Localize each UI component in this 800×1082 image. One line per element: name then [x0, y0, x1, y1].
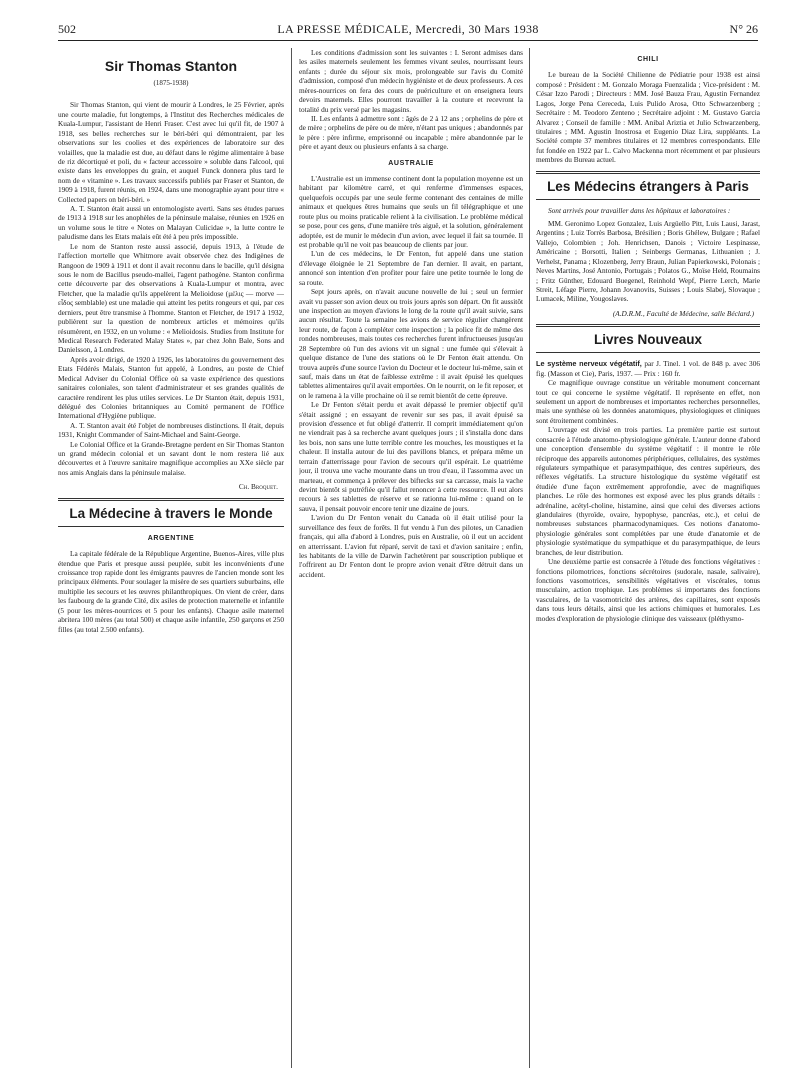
- section-rule: [536, 324, 760, 327]
- livres-title: Livres Nouveaux: [536, 331, 760, 353]
- article-paragraph: L'Australie est un immense continent dont la population moyenne est un habitant par kilomètre carré, et qui renferme d'immenses espaces, quelquefois occupés par une seule ferme contenant des centaines de mille animaux et quelques êtres humains que seuls un fil télégraphique et une route plus ou moins praticable relient à la civilisation. Le problème médical se pose, pour ces gens, d'une manière très aiguë, et la solution, généralement adoptée, est de munir le médecin d'un avion, avec lequel il fait sa tournée. Il est probable qu'il ne voit pas beaucoup de clients par jour.: [299, 174, 523, 250]
- monde-title: La Médecine à travers le Monde: [58, 505, 284, 527]
- column-divider: [291, 48, 292, 1068]
- book-reference: par J. Tinel. 1 vol. de 848 p. avec 306 fig. (Masson et Cie), Paris, 1937. — Prix : 160 fr.: [536, 359, 760, 378]
- section-rule: [536, 171, 760, 174]
- australie-heading: AUSTRALIE: [388, 159, 434, 167]
- article-paragraph: MM. Geronimo Lopez Gonzalez, Luis Argüello Pitt, Luis Lausi, Jarast, Argentins ; Luiz Torrès Barbosa, Brésilien ; Boris Ghélew, Bulgare ; Rafael Vallejo, Colombien ; Joh. Henrichsen, Danois ; Victoire Lespinasse, Américaine ; Borsotti, Italien ; Seinbergs Germanas, Lithuanien ; J. Verhelst, Panama ; Klozenberg, Jerry Braun, Julian Papierkowski, Polonais ; Neves Martins, José Antonio, Portugais ; Polatos G., Moïse Held, Roumains ; Fritz Günther, Edouard Buegenel, Reinhold Wepf, Pierre Lerch, Marie Streit, Léfage Pierre, Johann Jovanovits, Suisses ; Louis Slabej, Slovaque ; Lumacek, Miline, Yougoslaves.: [536, 219, 760, 304]
- etrangers-title: Les Médecins étrangers à Paris: [536, 178, 760, 200]
- section-rule: [58, 498, 284, 501]
- etrangers-intro: Sont arrivés pour travailler dans les hôpitaux et laboratoires :: [548, 205, 731, 215]
- article-paragraph: A. T. Stanton était aussi un entomologiste averti. Sans ses études parues de 1913 à 1918 sur les anophèles de la péninsule malaise, réunies en 1926 en un volume sous le titre « Notes on Malayan Culicidae », la lutte contre le paludisme dans les Etats malais eût été à peu près impossible.: [58, 204, 284, 242]
- page-number: 502: [58, 22, 76, 36]
- author-signature: Ch. Broquet.: [238, 482, 278, 492]
- column-3: [536, 48, 760, 1072]
- column-1: [58, 48, 284, 1072]
- issue-number: N° 26: [729, 22, 758, 36]
- article-paragraph: L'un de ces médecins, le Dr Fenton, fut appelé dans une station d'élevage éloignée le 21 Septembre de l'an dernier. Il avait, en partant, annoncé son intention d'en profiter pour faire une petite tournée le long de sa route.: [299, 249, 523, 287]
- article-paragraph: Ce magnifique ouvrage constitue un véritable monument concernant tout ce qui concerne le système végétatif. Il représente en effet, non seulement un apport de nombreuses et importantes recherches personnelles, mais une synthèse où les données anatomiques, physiologiques et cliniques sont étroitement combinées.: [536, 378, 760, 425]
- article-paragraph: La capitale fédérale de la République Argentine, Buenos-Aires, ville plus étendue que Paris et presque aussi peuplée, subit les inconvénients d'une croissance trop rapide dont les émigrants pauvres de l'ancien monde sont les principaux éléments. Pour soulager la misère de ses quartiers suburbains, elle multiplie les secours et les œuvres philanthropiques. On vient de créer, dans les faubourg de la grande Cité, dix asiles de protection maternelle et infantile (5 pour les mères-nourrices et 5 pour les enfants). Chaque asile maternel abritera 100 mères (au total 500) et chaque asile infantile, 250 garçons et 250 filles (au total 2.500 enfants).: [58, 549, 284, 634]
- etrangers-source: (A.D.R.M., Faculté de Médecine, salle Béclard.): [612, 308, 754, 318]
- article-paragraph: Le nom de Stanton reste aussi associé, depuis 1913, à l'étude de l'affection mortelle que Whitmore avait observée chez des Indigènes de Rangoon de 1909 à 1911 et dont il avait reconnu dans le bacille, qu'il désigna sous le nom de Bacillus pseudo-mallei, l'agent pathogène. Stanton confirma cette découverte par des observations à Kuala-Lumpur et montra, avec Fletcher, que la maladie qu'ils appelèrent la Melioidose (μέλις — morve — εἶδος semblable) est une maladie qui atteint les petits rongeurs et qui, par ces derniers, peut être transmise à l'homme. Stanton et Fletcher, de 1917 à 1932, publièrent sur la question de nombreux articles et mémoires qu'ils résumèrent, en 1932, en un volume : « Melioidosis. Studies from Institute for Medical Research Federated Malay States », par chez John Bale, Sons and Danielsson, à Londres.: [58, 241, 284, 355]
- stanton-title: Sir Thomas Stanton: [104, 58, 238, 74]
- article-paragraph: Après avoir dirigé, de 1920 à 1926, les laboratoires du gouvernement des Etats Fédérés Malais, Stanton fut appelé, à Londres, au poste de Chief Medical Adviser du Colonial Office où sa vaste expérience des questions sanitaires coloniales, son talent d'administrateur et ses grandes qualités de caractère rendirent les plus utiles services. Le Dr Stanton était, depuis 1931, délégué des Colonies britanniques au Comité permanent de l'Office International d'Hygiène publique.: [58, 354, 284, 421]
- article-paragraph: Les conditions d'admission sont les suivantes : I. Seront admises dans les asiles maternels seulement les femmes vivant seules, nourrissant leurs enfants ; durée du séjour six mois, prolongeable sur l'avis du Comité d'admission, composé d'un médecin hygiéniste et de deux professeurs. A ces mères-nourrices on fera des cours de puériculture et on enseignera leurs devoirs maternels. Elles pourront travailler à la couture et recevront la totalité du prix versé par les magasins.: [299, 48, 523, 114]
- article-paragraph: L'ouvrage est divisé en trois parties. La première partie est surtout consacrée à l'étude anatomo-physiologique générale. L'auteur donne d'abord une conception d'ensemble du système végétatif : il montre le rôle réciproque des appareils autonomes périphériques, cellulaires, des systèmes régulateurs sympathique et parasympathique, des centres supérieurs, des réflexes végétatifs. La structure histologique du système végétatif est étudiée d'une façon extrêmement approfondie, avec de magnifiques planches. Le rôle des hormones est exposé avec les plus grands détails : adrénaline, acétyl-choline, histamine, ainsi que celui des diverses actions glandulaires (thyroïde, ovaire, hypophyse, pancréas, etc.), et celui de nombreuses substances pharmacodynamiques. Ces notions d'anatomo-physiologie générales sont complétées par une étude d'anatomie et de physiologie systématique du sympathique et du parasympathique, de leurs branches, de leur distribution.: [536, 425, 760, 557]
- article-paragraph: Sir Thomas Stanton, qui vient de mourir à Londres, le 25 Février, après une courte maladie, fut longtemps, à l'Institut des Recherches médicales de Kuala-Lumpur, l'assistant de Henri Fraser. C'est avec lui qu'il fit, de 1907 à 1918, ses belles recherches sur le béri-béri qui démontraient, par les observations sur les coolies et des expériences de laboratoire sur des volailles, que la maladie est due, au défaut dans le régime alimentaire à base de riz décortiqué et poli, du « facteur accessoire » soluble dans l'alcool, qui existe dans les enveloppes du grain, et auquel Funck donnera plus tard le nom de « vitamine ». Les travaux successifs publiés par Fraser et Stanton, de 1909 à 1918, furent réunis, en 1924, dans une monographie ayant pour titre « Collected papers on béri-béri. »: [58, 100, 284, 204]
- article-paragraph: II. Les enfants à admettre sont : âgés de 2 à 12 ans ; orphelins de père et de mère ; orphelins de père ou de mère, n'étant pas uniques ; abandonnés par le père : père infirme, emprisonné ou incapable ; mère abandonnée par le père et ayant deux ou plusieurs enfants à sa charge.: [299, 113, 523, 152]
- page-header: [58, 22, 758, 40]
- article-paragraph: Une deuxième partie est consacrée à l'étude des fonctions végétatives : fonctions pilomotrices, fonctions sécrétoires (sudorale, nasale, salivaire), fonctions vasomotrices, sensibilités végétatives et viscérales, tonus musculaire, action trophique. Les problèmes si importants des fonctions vasculaires, de la vasomotricité des artères, des capillaires, sont exposés dans tous leurs détails, ainsi que les actions chimiques et humorales. Les modes d'exploration de physiologie clinique des vaisseaux (pléthysmo-: [536, 557, 760, 623]
- article-paragraph: A. T. Stanton avait été l'objet de nombreuses distinctions. Il était, depuis 1931, Knight Commander of Saint-Michael and Saint-George.: [58, 420, 284, 440]
- header-rule: [58, 40, 758, 41]
- article-paragraph: Le bureau de la Société Chilienne de Pédiatrie pour 1938 est ainsi composé : Président : M. Gonzalo Moraga Fuenzalida ; Vice-président : M. César Izzo Parodi ; Directeurs : MM. José Bauza Frau, Agustin Fernandez Lagos, Jorge Pena Cereceda, Luis Pulido Arosa, Otto Schwarzenberg ; Secrétaire : M. Teodoro Zenteno ; Secrétaire adjoint : M. Gustavo Garcia Alvarez ; Conseil de famille : MM. Anibal Ariztia et Julio Schwarzenberg, titulaires ; MM. Agustin Inostrosa et Eugenio Diaz Lira, suppléants. La Société compte 37 membres titulaires et 12 membres correspondants. Elle fut fondée en 1922 par L. Calvo Mackenna mort récemment et par plusieurs membres du Bureau actuel.: [536, 70, 760, 165]
- chili-heading: CHILI: [637, 56, 659, 63]
- article-paragraph: L'avion du Dr Fenton venait du Canada où il était utilisé pour la surveillance des feux de forêts. Il fut vendu à l'un des pilotes, un Canadien français, qui alla d'abord à Londres, puis en Australie, où il eut un accident en atterrissant. L'avion fut réparé, servit de taxi et d'avion sanitaire ; enfin, les habitants de la ville de Darwin l'achetèrent par souscription publique et l'offrirent au Dr Fenton dont le propre avion venait d'être détruit dans un accident.: [299, 513, 523, 579]
- column-divider: [529, 48, 530, 1068]
- article-paragraph: Sept jours après, on n'avait aucune nouvelle de lui ; seul un fermier avait vu passer son avion deux ou trois jours après son départ. On fit aussitôt une inspection au moyen d'avions le long de la route qu'il avait suivie, sans aucun résultat. Toute la semaine les avions de service régulier changèrent leur route, de façon à compléter cette inspection ; la police fit de même des rondes nombreuses, mais toutes ces recherches furent infructueuses jusqu'au 28 Septembre où l'un des avions vit un signal : une fumée qui s'élevait à quelque distance de l'une des stations où le Dr Fenton était attendu. On trouva auprès d'une source l'avion du Docteur et le docteur lui-même, sain et sauf, mais dans un état de faiblesse extrême : il avait épuisé les quelques tablettes alimentaires qu'il avait emportées. On le nourrit, on le fit reposer, et on le ramena à la ville prochaine où il se remit bientôt de cette épreuve.: [299, 287, 523, 400]
- book-title: Le système nerveux végétatif,: [536, 359, 642, 369]
- argentine-heading: ARGENTINE: [147, 534, 195, 542]
- article-paragraph: Le Dr Fenton s'était perdu et avait dépassé le premier objectif qu'il s'était assigné ; en essayant de revenir sur ses pas, il avait épuisé sa provision d'essence et fut obligé d'atterrir. Il comprit immédiatement qu'on ne viendrait pas à sa recherche avant quelques jours ; il s'installa donc dans les bois, non sans une lutte terrible contre les mouches, les moustiques et la chaleur. Il installa autour de lui des pavillons blancs, et prépara même un terrain d'atterrissage pour l'avion de secours qu'il espérait. Le quatrième jour, il trouva une vache mourante dans un trou d'eau, il l'assomma avec un marteau, et commença à prélever des biftecks sur sa carcasse, mais la vache devint bientôt si putréfiée qu'il fallut renoncer à cette ressource. Il eut alors recours à ses tablettes de réserve et se rationna lui-même : quand on le sauva, il pensait pouvoir encore tenir une dizaine de jours.: [299, 400, 523, 513]
- article-paragraph: Le Colonial Office et la Grande-Bretagne perdent en Sir Thomas Stanton un grand médecin colonial et un savant dont le nom restera lié aux découvertes et à l'œuvre sanitaire magnifique accomplies au XXe siècle par nos amis Anglais dans la péninsule malaise.: [58, 439, 284, 477]
- book-entry: [536, 359, 760, 378]
- column-2: [299, 48, 523, 1072]
- journal-title: LA PRESSE MÉDICALE, Mercredi, 30 Mars 1938: [277, 22, 539, 36]
- stanton-dates: (1875-1938): [153, 79, 189, 87]
